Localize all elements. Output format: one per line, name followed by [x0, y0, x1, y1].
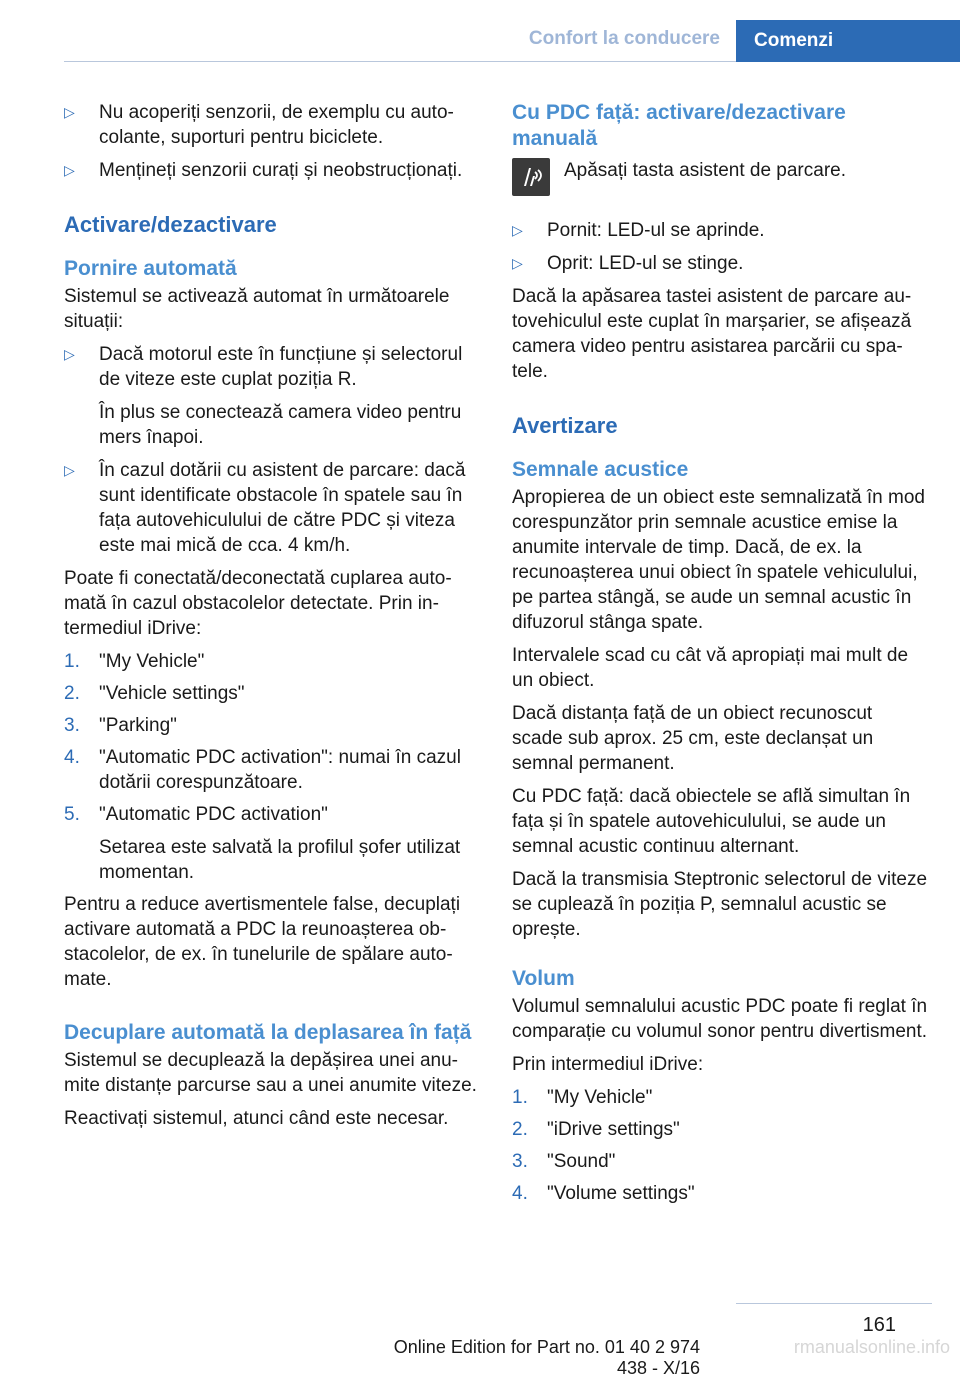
- idrive-steps: [64, 649, 480, 885]
- list-item-note: În plus se conectează camera video pentru mers înapoi.: [99, 402, 462, 448]
- step-text: "Vehicle settings": [99, 683, 245, 704]
- step-text: "Sound": [547, 1151, 616, 1172]
- step-number: 5.: [64, 804, 80, 825]
- list-item-text: ▷ Dacă motorul este în funcțiune și selectorul de viteze este cuplat poziția R.: [99, 344, 463, 390]
- auto-start-list: [64, 342, 480, 558]
- step-number: 3.: [512, 1151, 528, 1172]
- step-number: 4.: [512, 1183, 528, 1204]
- list-item: [512, 1117, 928, 1142]
- list-item: [64, 802, 480, 885]
- heading-auto-start: Pornire automată: [64, 257, 237, 280]
- list-item: ▷ În cazul dotării cu asistent de parcare: dacă sunt identificate obstacole în spatele sau în fața autovehiculului de către PDC și viteza este mai mică de cca. 4 km/h.: [64, 458, 480, 558]
- led-state-list: [512, 218, 928, 276]
- step-text: "Parking": [99, 715, 177, 736]
- list-item: [64, 713, 480, 738]
- press-button-instruction: Apăsați tasta asistent de parcare.: [564, 160, 846, 181]
- step-number: 1.: [64, 651, 80, 672]
- acoustic-paragraph-5: Dacă la transmisia Steptronic selectorul de viteze se cuplează în poziția P, semnalul acustic se oprește.: [512, 869, 928, 940]
- volume-idrive-intro: Prin intermediul iDrive:: [512, 1054, 704, 1075]
- header-chapter-tab: Comenzi: [736, 20, 960, 62]
- acoustic-paragraph-4: Cu PDC față: dacă obiectele se află simultan în fața și în spatele autovehiculului, se aude un semnal acustic continuu alternant.: [512, 786, 911, 857]
- footer-rule: [736, 1303, 932, 1304]
- list-item: ▷ Mențineți senzorii curați și neobstrucționați.: [64, 158, 480, 183]
- list-item: ▷ Nu acoperiți senzorii, de exemplu cu autocolante, suporturi pentru biciclete.: [64, 100, 480, 150]
- heading-volume: Volum: [512, 967, 575, 990]
- list-item: ▷ Oprit: LED-ul se stinge.: [512, 251, 928, 276]
- decouple-paragraph: Sistemul se decuplează la depășirea unei anumite distanțe parcurse sau a unei anumite viteze.: [64, 1050, 477, 1096]
- heading-front-pdc: Cu PDC față: activare/dezactivare manuală: [512, 101, 846, 150]
- heading-activation: Activare/dezactivare: [64, 212, 277, 237]
- step-number: 2.: [512, 1119, 528, 1140]
- right-column: [512, 100, 928, 1213]
- sensor-care-list: [64, 100, 480, 183]
- list-item: [64, 342, 480, 450]
- step-note: Setarea este salvată la profilul șofer utilizat momentan.: [99, 837, 461, 883]
- auto-start-intro: Sistemul se activează automat în următoarele situații:: [64, 286, 450, 332]
- heading-acoustic-signals: Semnale acustice: [512, 458, 689, 481]
- acoustic-paragraph-2: Intervalele scad cu cât vă apropiați mai mult de un obiect.: [512, 645, 909, 691]
- list-item: [64, 649, 480, 674]
- left-column: [64, 100, 480, 1139]
- list-item: [512, 1085, 928, 1110]
- list-item: [512, 1181, 928, 1206]
- step-number: 3.: [64, 715, 80, 736]
- watermark: rmanualsonline.info: [793, 1337, 950, 1357]
- step-text: "Volume settings": [547, 1183, 695, 1204]
- step-text: "My Vehicle": [99, 651, 205, 672]
- volume-paragraph: Volumul semnalului acustic PDC poate fi reglat în comparație cu volumul sonor pentru divertisment.: [512, 996, 928, 1042]
- step-number: 2.: [64, 683, 80, 704]
- page-number: 161: [862, 1314, 896, 1336]
- reactivate-paragraph: Reactivați sistemul, atunci când este necesar.: [64, 1108, 449, 1129]
- step-text: "Automatic PDC activation": [99, 804, 328, 825]
- acoustic-paragraph-3: Dacă distanța față de un obiect recunoscut scade sub aprox. 25 cm, este declanșat un semnal permanent.: [512, 703, 874, 774]
- step-text: "iDrive settings": [547, 1119, 680, 1140]
- header-section-title: Confort la conducere: [528, 28, 720, 49]
- reverse-camera-paragraph: Dacă la apăsarea tastei asistent de parcare autovehiculul este cuplat în marșarier, se afișează camera video pentru asistarea parcării cu spatele.: [512, 286, 912, 382]
- false-alarm-paragraph: Pentru a reduce avertismentele false, decuplați activare automată a PDC la reunoașterea obstacolelor, de ex. în tunelurile de spălare automate.: [64, 894, 461, 990]
- list-item: [512, 1149, 928, 1174]
- step-text: "Automatic PDC activation": numai în cazul dotării corespunzătoare.: [99, 747, 461, 793]
- list-item: [64, 681, 480, 706]
- parking-button-row: [512, 158, 928, 196]
- list-item: [64, 745, 480, 795]
- list-item: ▷ Pornit: LED-ul se aprinde.: [512, 218, 928, 243]
- step-text: "My Vehicle": [547, 1087, 653, 1108]
- volume-steps: [512, 1085, 928, 1206]
- heading-warning: Avertizare: [512, 413, 618, 438]
- acoustic-paragraph-1: Apropierea de un obiect este semnalizată în mod corespunzător prin semnale acustice emise la anumite intervale de timp. Dacă, de ex. la recunoașterea unui obiect în spatele vehiculului, pe partea stângă, se aude un semnal acustic în difuzorul stânga spate.: [512, 487, 925, 633]
- header-rule: [64, 61, 736, 62]
- step-number: 1.: [512, 1087, 528, 1108]
- parking-assist-button-icon: [512, 158, 550, 196]
- step-number: 4.: [64, 747, 80, 768]
- heading-auto-decouple: Decuplare automată la deplasarea în față: [64, 1021, 472, 1044]
- edition-note: Online Edition for Part no. 01 40 2 974 438 - X/16: [393, 1337, 700, 1378]
- auto-coupling-paragraph: Poate fi conectată/deconectată cuplarea automată în cazul obstacolelor detectate. Prin intermediul iDrive:: [64, 568, 452, 639]
